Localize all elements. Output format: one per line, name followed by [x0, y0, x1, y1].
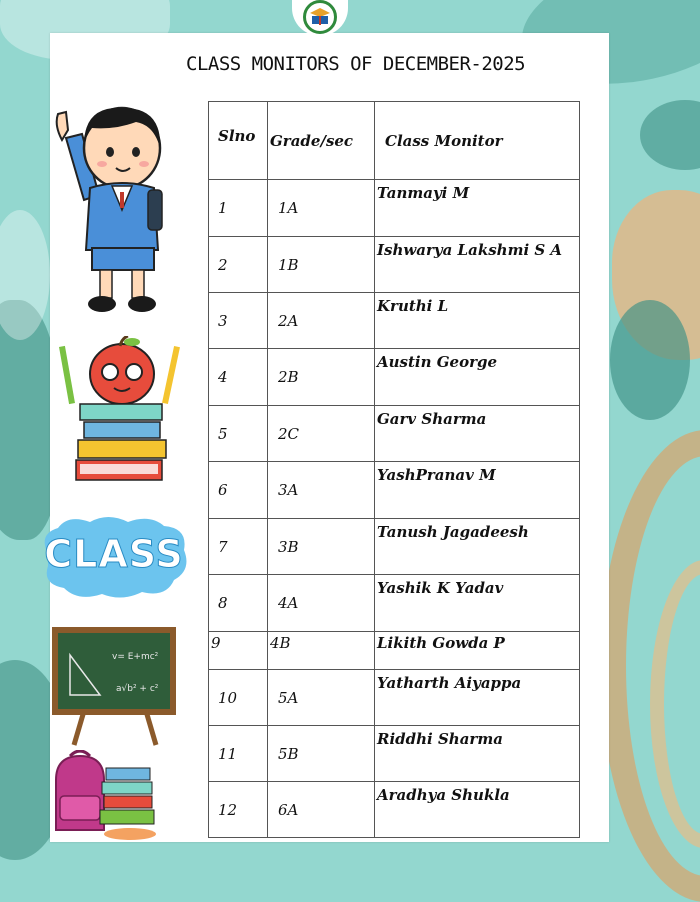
table-row	[209, 782, 580, 838]
background-blob	[610, 300, 690, 420]
row-slno: 6	[209, 462, 268, 519]
class-sticker-text: CLASS	[44, 532, 184, 576]
table-row	[209, 575, 580, 632]
row-monitor: Riddhi Sharma	[375, 726, 580, 782]
table-row	[209, 237, 580, 293]
table-row	[209, 726, 580, 782]
row-grade: 4B	[268, 632, 375, 670]
row-slno: 10	[209, 670, 268, 726]
chalkboard-illustration	[50, 625, 180, 747]
table-row	[209, 349, 580, 406]
waving-student-illustration	[44, 100, 184, 318]
row-monitor: Yashik K Yadav	[375, 575, 580, 632]
row-monitor: Aradhya Shukla	[375, 782, 580, 838]
table-row	[209, 462, 580, 519]
row-slno: 2	[209, 237, 268, 293]
row-slno: 3	[209, 293, 268, 349]
table-row	[209, 293, 580, 349]
row-grade: 3A	[268, 462, 375, 519]
row-grade: 2C	[268, 406, 375, 462]
backpack-illustration	[50, 750, 160, 845]
row-grade: 6A	[268, 782, 375, 838]
board-formula-2: a√b² + c²	[116, 684, 159, 694]
row-monitor: Tanush Jagadeesh	[375, 519, 580, 575]
row-slno: 9	[209, 632, 268, 670]
board-formula: v= E+mc²	[112, 652, 159, 662]
row-slno: 11	[209, 726, 268, 782]
page-title: CLASS MONITORS OF DECEMBER-2025	[186, 53, 526, 75]
row-grade: 1B	[268, 237, 375, 293]
row-slno: 5	[209, 406, 268, 462]
row-grade: 1A	[268, 180, 375, 237]
row-monitor: Likith Gowda P	[375, 632, 580, 670]
row-slno: 12	[209, 782, 268, 838]
row-monitor: Kruthi L	[375, 293, 580, 349]
table-row	[209, 406, 580, 462]
row-monitor: YashPranav M	[375, 462, 580, 519]
table-row	[209, 519, 580, 575]
header-slno: Slno	[209, 102, 268, 180]
row-grade: 5A	[268, 670, 375, 726]
row-slno: 4	[209, 349, 268, 406]
apple-books-illustration	[58, 336, 184, 488]
book-emblem-icon	[309, 7, 331, 27]
table-row	[209, 180, 580, 237]
row-slno: 8	[209, 575, 268, 632]
row-grade: 2B	[268, 349, 375, 406]
header-class-monitor: Class Monitor	[375, 102, 580, 180]
row-monitor: Tanmayi M	[375, 180, 580, 237]
row-grade: 5B	[268, 726, 375, 782]
row-slno: 1	[209, 180, 268, 237]
row-monitor: Austin George	[375, 349, 580, 406]
table-row	[209, 670, 580, 726]
row-monitor: Garv Sharma	[375, 406, 580, 462]
row-monitor: Yatharth Aiyappa	[375, 670, 580, 726]
header-grade-sec: Grade/sec	[268, 102, 375, 180]
row-grade: 3B	[268, 519, 375, 575]
background-blob	[640, 100, 700, 170]
table-header-row	[209, 102, 580, 180]
row-grade: 2A	[268, 293, 375, 349]
row-grade: 4A	[268, 575, 375, 632]
row-slno: 7	[209, 519, 268, 575]
class-monitors-table	[208, 101, 580, 838]
school-logo	[292, 0, 348, 36]
class-sticker	[38, 514, 190, 600]
table-row	[209, 632, 580, 670]
row-monitor: Ishwarya Lakshmi S A	[375, 237, 580, 293]
